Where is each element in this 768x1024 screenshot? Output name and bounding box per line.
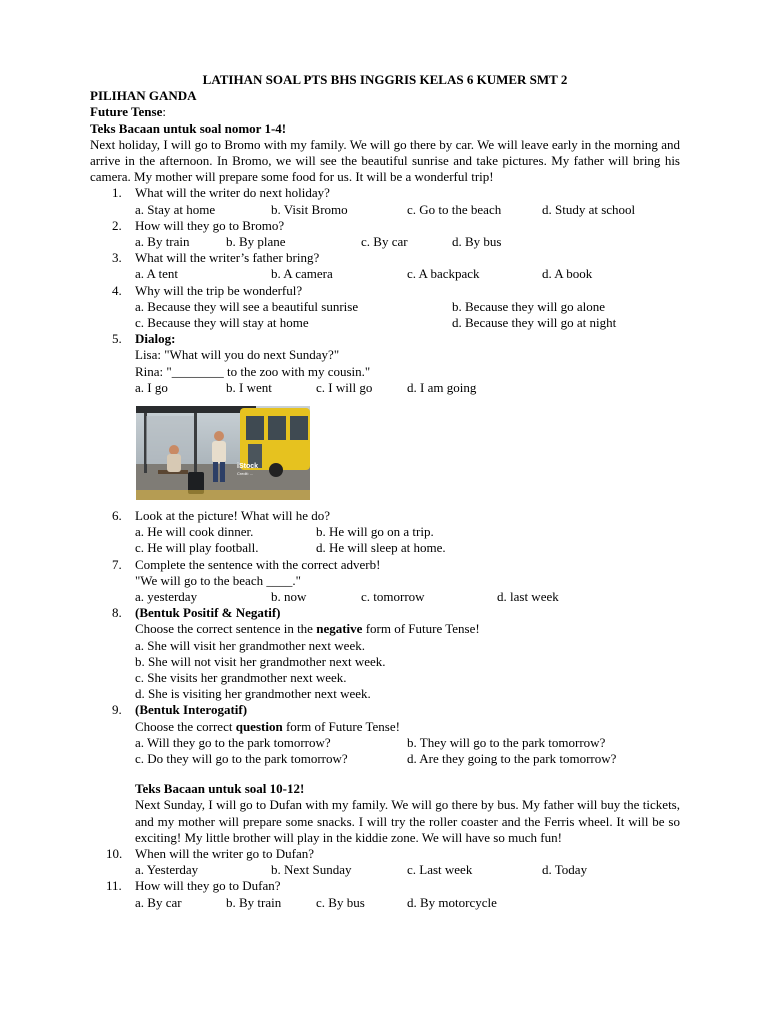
question-text: How will they go to Bromo? bbox=[135, 217, 285, 233]
question-number: 2. bbox=[112, 217, 122, 233]
question-number: 4. bbox=[112, 282, 122, 298]
options-6-row2 bbox=[90, 540, 680, 556]
options-9-row1 bbox=[90, 735, 680, 751]
option-c[interactable]: c. Last week bbox=[407, 862, 473, 878]
reading2-heading: Teks Bacaan untuk soal 10-12! bbox=[135, 781, 305, 797]
question-number: 7. bbox=[112, 556, 122, 572]
question-number: 11. bbox=[106, 878, 122, 894]
option-c[interactable]: c. I will go bbox=[316, 379, 373, 395]
instruction-keyword: question bbox=[235, 718, 283, 734]
options-7 bbox=[90, 589, 680, 605]
option-a[interactable]: a. Because they will see a beautiful sunrise bbox=[135, 298, 359, 314]
topic-line bbox=[90, 104, 680, 120]
options-5 bbox=[90, 380, 680, 396]
option-a[interactable]: a. By train bbox=[135, 234, 190, 250]
option-b[interactable]: b. Visit Bromo bbox=[271, 201, 348, 217]
options-9-row2 bbox=[90, 751, 680, 767]
question-9 bbox=[90, 702, 680, 718]
option-d[interactable]: d. Today bbox=[542, 862, 588, 878]
option-d[interactable]: d. By bus bbox=[452, 234, 502, 250]
option-c[interactable]: c. She visits her grandmother next week. bbox=[135, 669, 347, 685]
worksheet-page bbox=[90, 72, 680, 911]
question-5 bbox=[90, 331, 680, 347]
question-sentence: "We will go to the beach ____." bbox=[135, 572, 301, 588]
option-b[interactable]: b. I went bbox=[226, 379, 272, 395]
option-d[interactable]: d. Are they going to the park tomorrow? bbox=[407, 750, 617, 766]
option-b[interactable]: b. By train bbox=[226, 894, 282, 910]
option-a[interactable]: a. He will cook dinner. bbox=[135, 524, 254, 540]
question-text: How will they go to Dufan? bbox=[135, 878, 281, 894]
option-b[interactable]: b. A camera bbox=[271, 266, 333, 282]
options-4-row2 bbox=[90, 315, 680, 331]
dialog-line-2: Rina: "________ to the zoo with my cousin." bbox=[135, 363, 371, 379]
question-number: 9. bbox=[112, 702, 122, 718]
topic-label: Future Tense bbox=[90, 104, 163, 120]
question-number: 5. bbox=[112, 331, 122, 347]
bus-stop-photo bbox=[136, 406, 310, 500]
topic-colon: : bbox=[162, 104, 166, 120]
question-text: Complete the sentence with the correct adverb! bbox=[135, 556, 381, 572]
question-number: 6. bbox=[112, 507, 122, 523]
question-10 bbox=[90, 846, 680, 862]
option-b[interactable]: b. Because they will go alone bbox=[452, 298, 606, 314]
option-c[interactable]: c. He will play football. bbox=[135, 540, 259, 556]
photo-watermark: iStock bbox=[237, 462, 259, 470]
question-7 bbox=[90, 557, 680, 573]
instruction-part: Choose the correct sentence in the bbox=[135, 621, 317, 637]
question-11 bbox=[90, 878, 680, 894]
option-d[interactable]: d. By motorcycle bbox=[407, 894, 497, 910]
question-label: (Bentuk Interogatif) bbox=[135, 702, 248, 718]
instruction-keyword: negative bbox=[316, 621, 363, 637]
options-2 bbox=[90, 234, 680, 250]
reading2-passage: Next Sunday, I will go to Dufan with my family. We will go there by bus. My father will buy the tickets, and my mother will prepare some snacks. I will try the roller coaster and the Ferris wheel. It will be so exciting! My little brother will play in the kiddie zone. We will have so much fun! bbox=[135, 797, 680, 845]
option-c[interactable]: c. Do they will go to the park tomorrow? bbox=[135, 750, 348, 766]
worksheet-title: LATIHAN SOAL PTS BHS INGGRIS KELAS 6 KUMER SMT 2 bbox=[202, 72, 568, 87]
question-number: 3. bbox=[112, 250, 122, 266]
option-d[interactable]: d. She is visiting her grandmother next week. bbox=[135, 686, 371, 702]
options-6-row1 bbox=[90, 524, 680, 540]
option-a[interactable]: a. I go bbox=[135, 379, 168, 395]
options-10 bbox=[90, 862, 680, 878]
photo-watermark-credit: Credit: ... bbox=[237, 470, 254, 476]
question-1 bbox=[90, 185, 680, 201]
question-label: (Bentuk Positif & Negatif) bbox=[135, 605, 281, 621]
option-c[interactable]: c. By bus bbox=[316, 894, 365, 910]
option-a[interactable]: a. Stay at home bbox=[135, 201, 216, 217]
question-8 bbox=[90, 605, 680, 621]
option-c[interactable]: c. Go to the beach bbox=[407, 201, 502, 217]
option-c[interactable]: c. tomorrow bbox=[361, 588, 425, 604]
option-a[interactable]: a. yesterday bbox=[135, 588, 198, 604]
question-number: 1. bbox=[112, 185, 122, 201]
option-d[interactable]: d. Study at school bbox=[542, 201, 636, 217]
question-text: What will the writer do next holiday? bbox=[135, 185, 330, 201]
question-3 bbox=[90, 250, 680, 266]
question-instruction bbox=[90, 719, 680, 735]
bus-stop-illustration bbox=[136, 406, 310, 500]
option-b[interactable]: b. He will go on a trip. bbox=[316, 524, 434, 540]
option-a[interactable]: a. She will visit her grandmother next week. bbox=[135, 637, 365, 653]
question-label: Dialog: bbox=[135, 331, 176, 347]
reading1-passage: Next holiday, I will go to Bromo with my family. We will go there by car. We will leave early in the morning and arrive in the afternoon. In Bromo, we will see the beautiful sunrise and take pictures. My father will bring his camera. My mother will prepare some food for us. It will be a wonderful trip! bbox=[90, 136, 680, 185]
option-a[interactable]: a. Yesterday bbox=[135, 862, 199, 878]
option-a[interactable]: a. Will they go to the park tomorrow? bbox=[135, 734, 331, 750]
options-4-row1 bbox=[90, 299, 680, 315]
options-3 bbox=[90, 266, 680, 282]
options-11 bbox=[90, 895, 680, 911]
dialog-line-1: Lisa: "What will you do next Sunday?" bbox=[135, 347, 340, 363]
option-b[interactable]: b. Next Sunday bbox=[271, 862, 352, 878]
option-b[interactable]: b. now bbox=[271, 588, 307, 604]
option-c[interactable]: c. A backpack bbox=[407, 266, 480, 282]
options-1 bbox=[90, 202, 680, 218]
question-4 bbox=[90, 283, 680, 299]
section-heading: PILIHAN GANDA bbox=[90, 88, 197, 104]
question-instruction bbox=[90, 621, 680, 637]
option-d[interactable]: d. He will sleep at home. bbox=[316, 540, 446, 556]
option-b[interactable]: b. By plane bbox=[226, 234, 286, 250]
question-text: Look at the picture! What will he do? bbox=[135, 507, 331, 523]
option-d[interactable]: d. last week bbox=[497, 588, 559, 604]
instruction-part: form of Future Tense! bbox=[282, 718, 400, 734]
question-text: When will the writer go to Dufan? bbox=[135, 845, 315, 861]
option-b[interactable]: b. They will go to the park tomorrow? bbox=[407, 734, 606, 750]
question-6 bbox=[90, 508, 680, 524]
option-b[interactable]: b. She will not visit her grandmother next week. bbox=[135, 653, 386, 669]
question-text: What will the writer’s father bring? bbox=[135, 250, 320, 266]
instruction-part: form of Future Tense! bbox=[362, 621, 480, 637]
option-d[interactable]: d. I am going bbox=[407, 379, 477, 395]
reading1-heading: Teks Bacaan untuk soal nomor 1-4! bbox=[90, 120, 287, 136]
question-number: 8. bbox=[112, 605, 122, 621]
option-a[interactable]: a. By car bbox=[135, 894, 182, 910]
option-c[interactable]: c. By car bbox=[361, 234, 408, 250]
option-d[interactable]: d. Because they will go at night bbox=[452, 314, 617, 330]
option-a[interactable]: a. A tent bbox=[135, 266, 178, 282]
option-d[interactable]: d. A book bbox=[542, 266, 593, 282]
question-2 bbox=[90, 218, 680, 234]
option-c[interactable]: c. Because they will stay at home bbox=[135, 314, 309, 330]
question-text: Why will the trip be wonderful? bbox=[135, 282, 303, 298]
instruction-part: Choose the correct bbox=[135, 718, 236, 734]
question-number: 10. bbox=[106, 845, 123, 861]
